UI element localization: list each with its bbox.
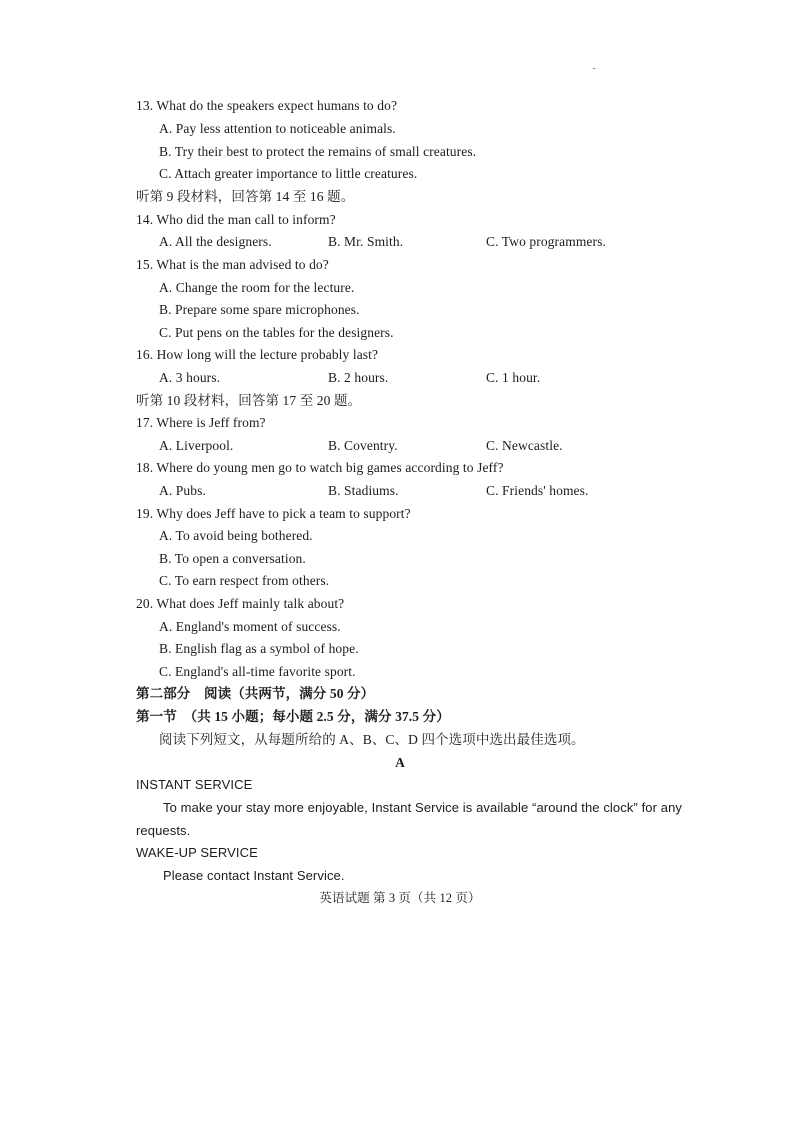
passage-label: A (395, 755, 405, 770)
question-20-stem: 20. What does Jeff mainly talk about? (136, 596, 345, 611)
question-20-option-b: B. English flag as a symbol of hope. (159, 641, 359, 656)
passage-paragraph-1-line-1: To make your stay more enjoyable, Instant Service is available “around the clock” for any (163, 800, 683, 815)
question-15-option-a: A. Change the room for the lecture. (159, 280, 355, 295)
scan-speck (593, 68, 595, 69)
passage-heading-wake-up-service: WAKE-UP SERVICE (136, 845, 258, 860)
passage-paragraph-2: Please contact Instant Service. (163, 868, 345, 883)
question-13-option-c: C. Attach greater importance to little creatures. (159, 166, 418, 181)
question-14-option-b: B. Mr. Smith. (328, 234, 404, 249)
reading-directions: 阅读下列短文，从每题所给的 A、B、C、D 四个选项中选出最佳选项。 (159, 732, 585, 747)
question-15-option-c: C. Put pens on the tables for the designers. (159, 325, 394, 340)
question-19-option-c: C. To earn respect from others. (159, 573, 330, 588)
question-13-stem: 13. What do the speakers expect humans to do? (136, 98, 398, 113)
question-17-option-a: A. Liverpool. (159, 438, 234, 453)
question-16-stem: 16. How long will the lecture probably last? (136, 347, 379, 362)
question-19-option-a: A. To avoid being bothered. (159, 528, 313, 543)
question-17-option-c: C. Newcastle. (486, 438, 563, 453)
question-14-option-c: C. Two programmers. (486, 234, 606, 249)
question-18-option-c: C. Friends' homes. (486, 483, 589, 498)
question-18-option-a: A. Pubs. (159, 483, 206, 498)
question-16-option-a: A. 3 hours. (159, 370, 221, 385)
material-10-instruction: 听第 10 段材料，回答第 17 至 20 题。 (136, 393, 362, 408)
question-18-option-b: B. Stadiums. (328, 483, 399, 498)
question-20-option-c: C. England's all-time favorite sport. (159, 664, 356, 679)
question-19-option-b: B. To open a conversation. (159, 551, 306, 566)
question-17-option-b: B. Coventry. (328, 438, 398, 453)
material-9-instruction: 听第 9 段材料，回答第 14 至 16 题。 (136, 189, 355, 204)
section-1-title: 第一节 （共 15 小题；每小题 2.5 分，满分 37.5 分） (136, 709, 450, 724)
question-13-option-a: A. Pay less attention to noticeable animals. (159, 121, 396, 136)
question-16-option-c: C. 1 hour. (486, 370, 541, 385)
question-14-option-a: A. All the designers. (159, 234, 272, 249)
question-19-stem: 19. Why does Jeff have to pick a team to support? (136, 506, 411, 521)
question-14-stem: 14. Who did the man call to inform? (136, 212, 336, 227)
question-20-option-a: A. England's moment of success. (159, 619, 341, 634)
passage-heading-instant-service: INSTANT SERVICE (136, 777, 253, 792)
question-17-stem: 17. Where is Jeff from? (136, 415, 266, 430)
question-16-option-b: B. 2 hours. (328, 370, 389, 385)
question-18-stem: 18. Where do young men go to watch big games according to Jeff? (136, 460, 504, 475)
page-footer: 英语试题 第 3 页（共 12 页） (319, 891, 481, 905)
question-15-option-b: B. Prepare some spare microphones. (159, 302, 360, 317)
passage-paragraph-1-line-2: requests. (136, 823, 191, 838)
question-15-stem: 15. What is the man advised to do? (136, 257, 329, 272)
part-2-title: 第二部分 阅读（共两节，满分 50 分） (136, 686, 375, 701)
question-13-option-b: B. Try their best to protect the remains of small creatures. (159, 144, 477, 159)
